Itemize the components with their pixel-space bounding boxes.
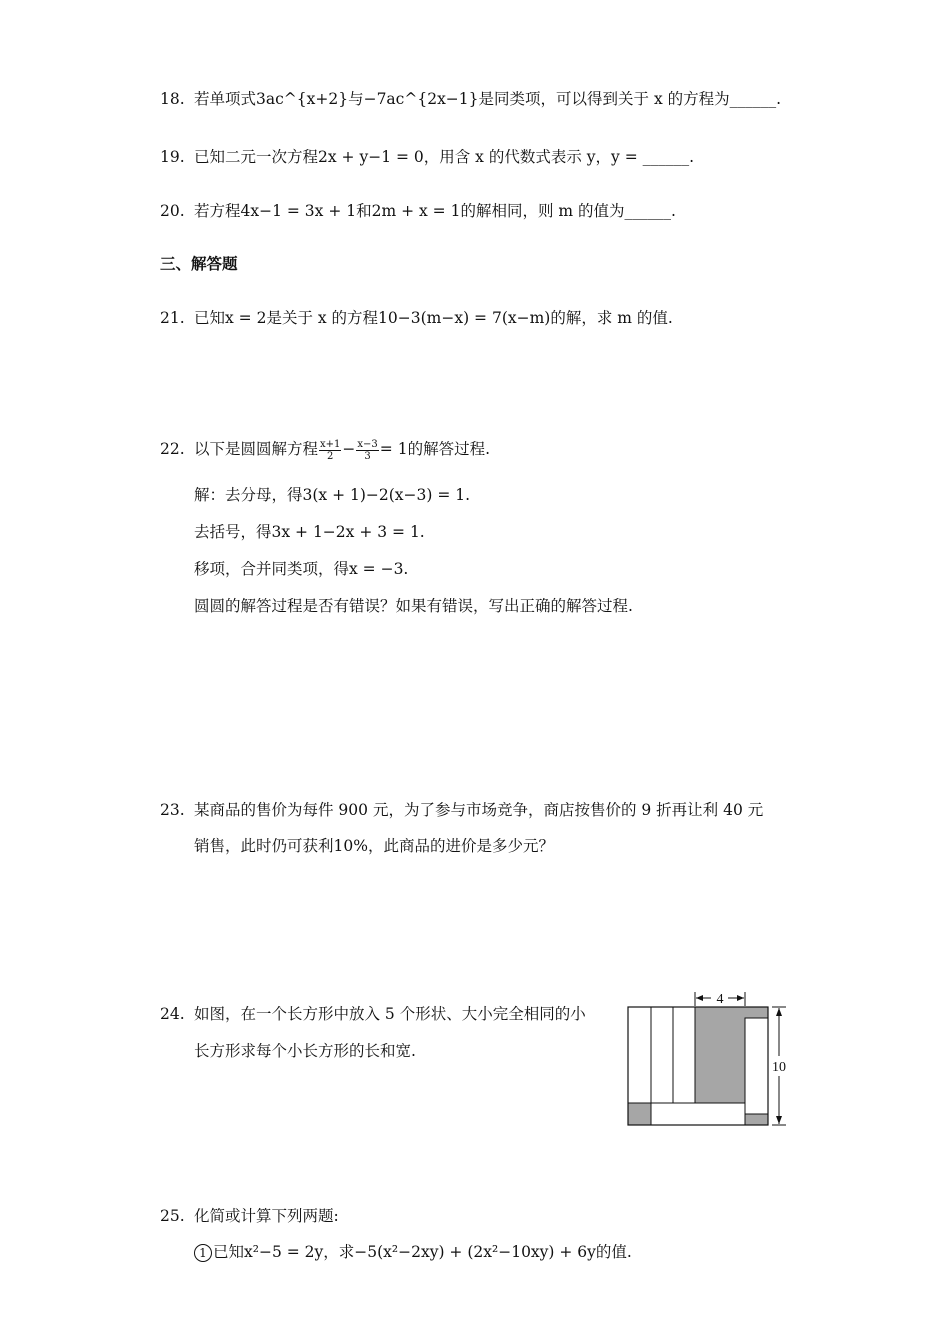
fraction-2-denominator: 3 bbox=[364, 450, 371, 462]
question-number: 18. bbox=[160, 90, 185, 108]
fraction-1 bbox=[319, 439, 341, 462]
fraction-2 bbox=[356, 439, 378, 462]
solution-step-3: 移项，合并同类项，得x = −3. bbox=[194, 560, 409, 578]
fraction-1-numerator: x+1 bbox=[320, 438, 341, 450]
question-text-line1: 某商品的售价为每件 900 元，为了参与市场竞争，商店按售价的 9 折再让利 40 元 bbox=[194, 801, 764, 819]
solution-step-2: 去括号，得3x + 1−2x + 3 = 1. bbox=[194, 523, 425, 541]
question-number: 25. bbox=[160, 1207, 185, 1225]
question-number: 21. bbox=[160, 309, 185, 327]
section-heading: 三、解答题 bbox=[160, 254, 238, 273]
question-24 bbox=[160, 1003, 586, 1025]
small-rectangle-3 bbox=[673, 1007, 695, 1103]
arrow-down-icon bbox=[776, 1116, 782, 1124]
question-text: 已知二元一次方程2x + y−1 = 0，用含 x 的代数式表示 y，y = ______. bbox=[194, 148, 695, 166]
question-text-line1: 化简或计算下列两题: bbox=[194, 1207, 339, 1225]
shaded-region-bottom-left bbox=[628, 1103, 651, 1125]
question-22 bbox=[160, 438, 490, 462]
small-rectangle-horizontal bbox=[651, 1103, 745, 1125]
small-rectangle-1 bbox=[628, 1007, 651, 1103]
question-text: 若单项式3ac^{x+2}与−7ac^{2x−1}是同类项，可以得到关于 x 的方程为______. bbox=[194, 90, 782, 108]
question-intro: 以下是圆圆解方程 bbox=[194, 440, 319, 458]
question-text: 已知x = 2是关于 x 的方程10−3(m−x) = 7(x−m)的解，求 m 的值. bbox=[194, 309, 673, 327]
question-number: 20. bbox=[160, 202, 185, 220]
height-label: 10 bbox=[772, 1060, 786, 1075]
question-20 bbox=[160, 200, 676, 222]
arrow-right-icon bbox=[737, 995, 744, 1001]
question-text: 若方程4x−1 = 3x + 1和2m + x = 1的解相同，则 m 的值为______. bbox=[194, 202, 676, 220]
arrow-left-icon bbox=[696, 995, 703, 1001]
rectangles-figure bbox=[622, 988, 797, 1130]
minus-sign: − bbox=[342, 440, 356, 458]
question-intro-end: = 1的解答过程. bbox=[379, 440, 491, 458]
question-19 bbox=[160, 146, 694, 168]
question-18 bbox=[160, 88, 781, 110]
part1-text: 已知x²−5 = 2y，求−5(x²−2xy) + (2x²−10xy) + 6y的值. bbox=[213, 1243, 632, 1261]
question-25-part1 bbox=[194, 1241, 632, 1263]
question-25 bbox=[160, 1205, 339, 1227]
shaded-region-bottom-right bbox=[745, 1114, 768, 1125]
question-text-line1: 如图，在一个长方形中放入 5 个形状、大小完全相同的小 bbox=[194, 1005, 586, 1023]
question-number: 24. bbox=[160, 1005, 185, 1023]
small-rectangle-2 bbox=[651, 1007, 673, 1103]
question-number: 23. bbox=[160, 801, 185, 819]
width-label: 4 bbox=[716, 992, 724, 1007]
question-23-line2: 销售，此时仍可获利10%，此商品的进价是多少元？ bbox=[194, 837, 554, 855]
fraction-2-numerator: x−3 bbox=[357, 438, 378, 450]
circled-number: 1 bbox=[194, 1244, 212, 1262]
question-number: 22. bbox=[160, 440, 185, 458]
solution-question: 圆圆的解答过程是否有错误？如果有错误，写出正确的解答过程. bbox=[194, 597, 633, 615]
question-24-line2: 长方形求每个小长方形的长和宽. bbox=[194, 1042, 416, 1060]
question-number: 19. bbox=[160, 148, 185, 166]
arrow-up-icon bbox=[776, 1008, 782, 1016]
question-21 bbox=[160, 307, 673, 329]
fraction-1-denominator: 2 bbox=[327, 450, 334, 462]
small-rectangle-vertical bbox=[745, 1018, 768, 1114]
solution-step-1: 解：去分母，得3(x + 1)−2(x−3) = 1. bbox=[194, 486, 471, 504]
question-23 bbox=[160, 799, 763, 821]
